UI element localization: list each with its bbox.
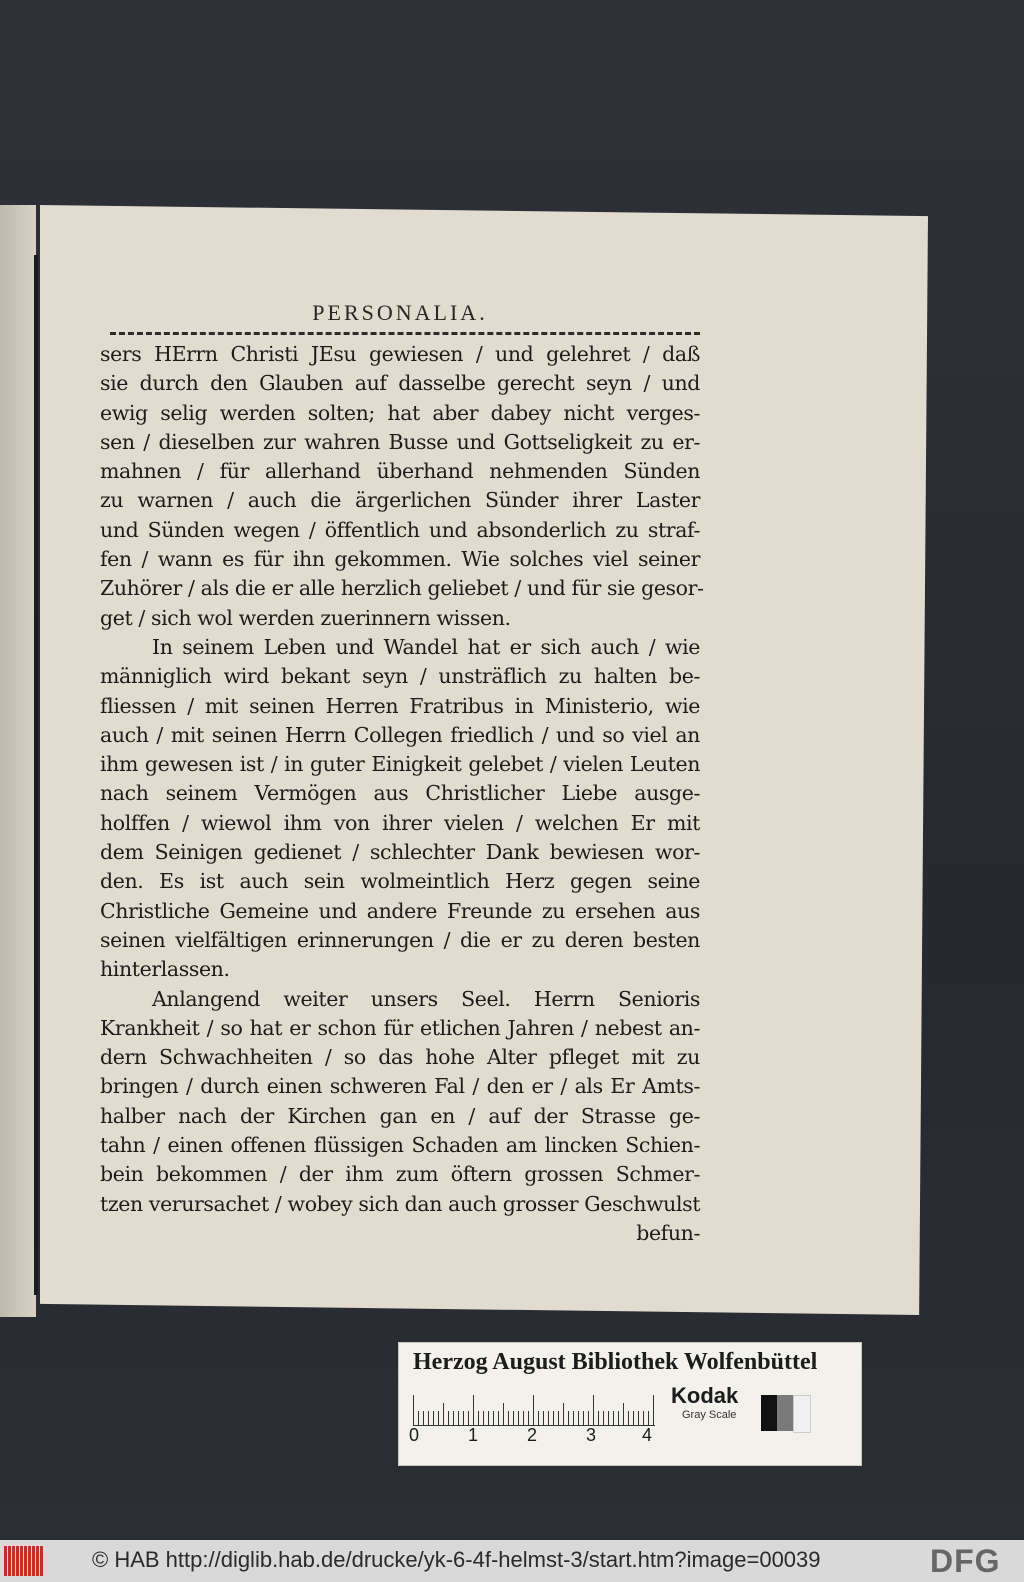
ruler-tick <box>543 1411 544 1425</box>
text-line: den. Es ist auch sein wolmeintlich Herz gegen seine <box>100 869 700 894</box>
scale-number: 3 <box>586 1425 597 1445</box>
ruler-tick <box>498 1411 499 1425</box>
text-line: Krankheit / so hat er schon für etlichen Jahren / nebest an- <box>100 1015 700 1040</box>
text-line: bein bekommen / der ihm zum öftern grossen Schmer- <box>100 1162 700 1187</box>
ruler-tick <box>628 1411 629 1425</box>
ruler-tick <box>573 1411 574 1425</box>
ruler-tick <box>483 1411 484 1425</box>
ruler-tick <box>493 1411 494 1425</box>
text-line: sers HErrn Christi JEsu gewiesen / und gelehret / daß <box>100 342 700 366</box>
ruler-tick <box>553 1411 554 1425</box>
ruler-tick <box>593 1395 594 1425</box>
ruler-tick <box>423 1411 424 1425</box>
ruler-tick <box>458 1411 459 1425</box>
ruler-tick <box>473 1395 474 1425</box>
ruler-tick <box>433 1411 434 1425</box>
text-line: mahnen / für allerhand überhand nehmenden Sünden <box>100 459 700 484</box>
ruler-tick <box>568 1411 569 1425</box>
text-line: tzen verursachet / wobey sich dan auch grosser Geschwulst <box>100 1191 701 1216</box>
text-line: männiglich wird bekant seyn / unsträflich zu halten be- <box>100 664 700 689</box>
ruler-tick <box>528 1411 529 1425</box>
text-line: dern Schwachheiten / so das hohe Alter pfleget mit zu <box>100 1045 700 1070</box>
ruler-tick <box>563 1403 564 1425</box>
dfg-logo: DFG <box>930 1543 1001 1579</box>
ruler-scale <box>413 1391 655 1426</box>
ruler-tick <box>613 1411 614 1425</box>
ruler-tick <box>463 1411 464 1425</box>
gray-swatch-mid <box>777 1395 793 1431</box>
scale-number: 2 <box>527 1425 538 1445</box>
text-line: ihm gewesen ist / in guter Einigkeit gelebet / vielen Leuten <box>100 752 700 777</box>
text-line: holffen / wiewol ihm von ihrer vielen / welchen Er mit <box>100 810 700 835</box>
ruler-tick <box>443 1403 444 1425</box>
paragraph-start: Anlangend weiter unsers Seel. Herrn Senioris <box>152 986 700 1011</box>
ruler-tick <box>653 1395 654 1425</box>
ruler-tick <box>518 1411 519 1425</box>
page-header: PERSONALIA. <box>312 300 488 325</box>
ruler-tick <box>538 1411 539 1425</box>
ruler-tick <box>618 1411 619 1425</box>
gray-swatch-white <box>793 1395 811 1433</box>
header-rule <box>110 332 700 335</box>
ruler-tick <box>508 1411 509 1425</box>
ruler-tick <box>453 1411 454 1425</box>
scale-number: 1 <box>468 1425 479 1445</box>
library-name: Herzog August Bibliothek Wolfenbüttel <box>413 1349 818 1375</box>
catchword: befun- <box>636 1220 700 1245</box>
text-line: seinen vielfältigen erinnerungen / die er zu deren besten <box>100 927 700 952</box>
scale-number: 0 <box>409 1425 420 1445</box>
footer-bar <box>0 1540 1024 1582</box>
ruler-tick <box>513 1411 514 1425</box>
text-line: nach seinem Vermögen aus Christlicher Liebe ausge- <box>100 781 700 806</box>
ruler-tick <box>638 1411 639 1425</box>
kodak-logo: Kodak <box>671 1383 739 1408</box>
barcode-icon <box>4 1546 48 1576</box>
text-line: Zuhörer / als die er alle herzlich geliebet / und für sie gesor- <box>100 576 704 601</box>
text-line: fliessen / mit seinen Herren Fratribus in Ministerio, wie <box>100 693 700 718</box>
ruler-tick <box>588 1411 589 1425</box>
text-line: ewig selig werden solten; hat aber dabey nicht verges- <box>100 400 700 425</box>
ruler-tick <box>438 1411 439 1425</box>
ruler-tick <box>643 1411 644 1425</box>
ruler-tick <box>603 1411 604 1425</box>
ruler-tick <box>578 1411 579 1425</box>
ruler-tick <box>488 1411 489 1425</box>
gray-swatch-black <box>761 1395 777 1431</box>
ruler-tick <box>598 1411 599 1425</box>
ruler-tick <box>503 1403 504 1425</box>
text-line: get / sich wol werden zuerinnern wissen. <box>100 605 511 630</box>
library-color-card <box>398 1342 862 1466</box>
text-line: tahn / einen offenen flüssigen Schaden am lincken Schien- <box>100 1133 700 1158</box>
text-line: halber nach der Kirchen gan en / auf der Strasse ge- <box>100 1103 700 1128</box>
text-line: und Sünden wegen / öffentlich und absonderlich zu straf- <box>100 517 700 542</box>
ruler-tick <box>558 1411 559 1425</box>
ruler-tick <box>583 1411 584 1425</box>
ruler-tick <box>468 1411 469 1425</box>
ruler-tick <box>533 1395 534 1425</box>
scale-number: 4 <box>642 1425 653 1445</box>
ruler-tick <box>523 1411 524 1425</box>
ruler-tick <box>548 1411 549 1425</box>
text-line: dem Seinigen gedienet / schlechter Dank bewiesen wor- <box>100 840 700 865</box>
text-line: auch / mit seinen Herrn Collegen friedlich / und so viel an <box>100 722 700 747</box>
page-body <box>100 340 704 1248</box>
ruler-tick <box>413 1395 414 1425</box>
ruler-tick <box>633 1411 634 1425</box>
ruler-tick <box>418 1411 419 1425</box>
text-line: sen / dieselben zur wahren Busse und Gottseligkeit zu er- <box>100 429 700 454</box>
ruler-tick <box>608 1411 609 1425</box>
text-line: fen / wann es für ihn gekommen. Wie solches viel seiner <box>100 547 700 572</box>
gray-scale-label: Gray Scale <box>682 1409 737 1421</box>
text-line: zu warnen / auch die ärgerlichen Sünder ihrer Laster <box>100 488 700 513</box>
ruler-tick <box>623 1403 624 1425</box>
paragraph-start: In seinem Leben und Wandel hat er sich auch / wie <box>152 634 700 659</box>
ruler-tick <box>448 1411 449 1425</box>
ruler-tick <box>428 1411 429 1425</box>
facing-page-edge <box>0 205 36 1317</box>
text-line: sie durch den Glauben auf dasselbe gerecht seyn / und <box>100 371 700 396</box>
ruler-tick <box>648 1411 649 1425</box>
source-url[interactable]: © HAB http://diglib.hab.de/drucke/yk-6-4f-helmst-3/start.htm?image=00039 <box>92 1547 821 1572</box>
ruler-tick <box>478 1411 479 1425</box>
page-shadow <box>34 255 38 1295</box>
text-line: Christliche Gemeine und andere Freunde zu ersehen aus <box>100 898 700 923</box>
text-line: hinterlassen. <box>100 957 230 982</box>
text-line: bringen / durch einen schweren Fal / den er / als Er Amts- <box>100 1074 700 1099</box>
